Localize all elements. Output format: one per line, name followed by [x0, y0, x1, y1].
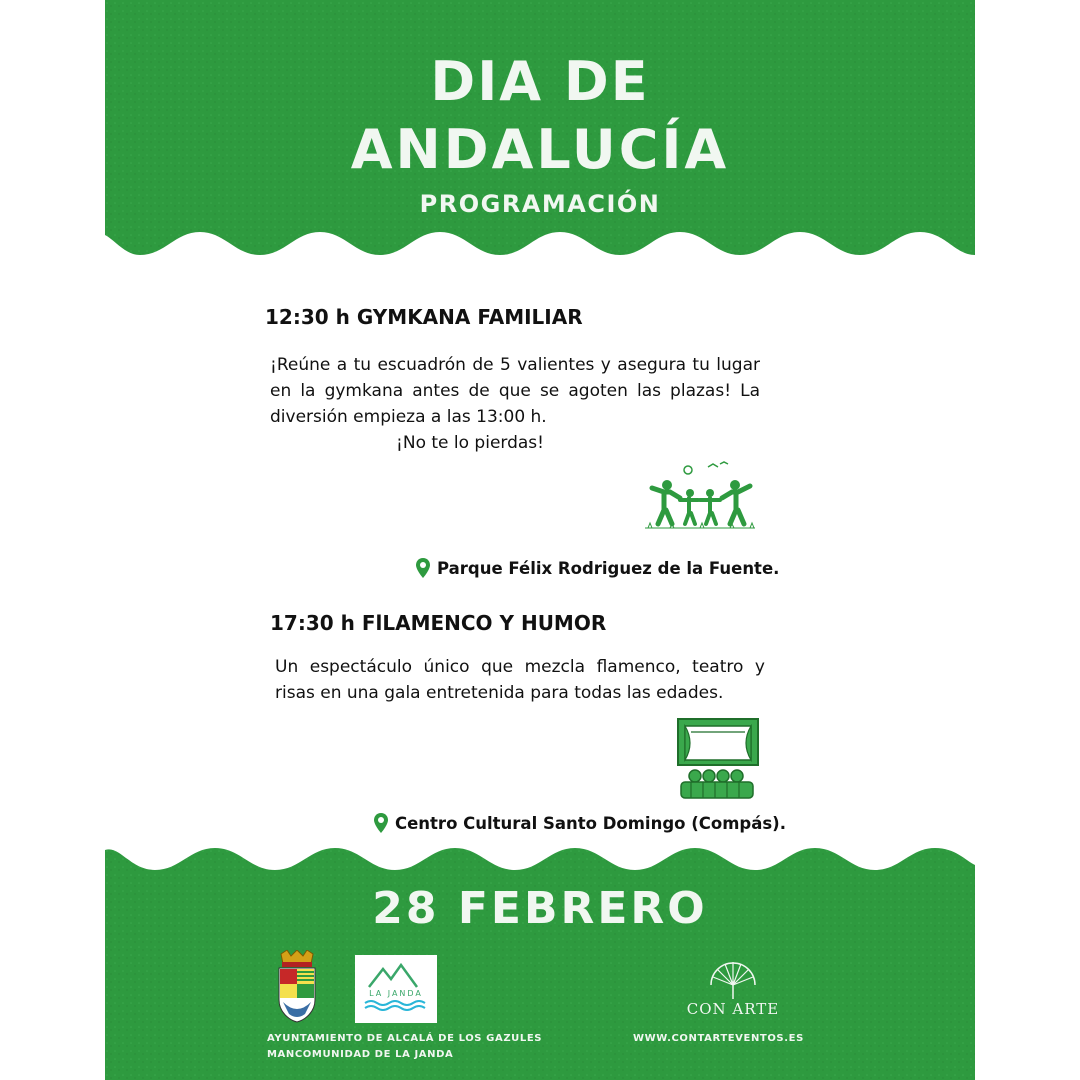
event-date: 28 FEBRERO — [372, 883, 708, 934]
organizers — [267, 1031, 542, 1063]
event-1-title: 12:30 h GYMKANA FAMILIAR — [265, 305, 583, 329]
contarte-logo-text: CON ARTE — [686, 1000, 780, 1018]
poster — [105, 0, 975, 1080]
event-2-title: 17:30 h FlLAMENCO Y HUMOR — [270, 611, 607, 635]
family-running-icon — [640, 458, 760, 533]
event-1-location — [415, 557, 779, 579]
title-line-2: ANDALUCÍA — [350, 118, 730, 181]
header-band — [105, 0, 975, 270]
fan-logo-icon — [703, 955, 763, 1000]
la-janda-logo — [355, 955, 437, 1023]
event-1-description-text: ¡Reúne a tu escuadrón de 5 valientes y asegura tu lugar en la gymkana antes de que se agoten las plazas! La diversión empieza a las 13:00 h. — [270, 355, 760, 427]
event-2-location — [373, 812, 786, 834]
location-pin-icon — [373, 812, 389, 834]
subtitle: PROGRAMACIÓN — [419, 190, 661, 218]
location-pin-icon — [415, 557, 431, 579]
event-1-location-text: Parque Félix Rodriguez de la Fuente. — [437, 558, 780, 578]
title-line-1: DIA DE — [430, 50, 650, 113]
coat-of-arms-logo — [275, 950, 319, 1025]
event-1-tagline: ¡No te lo pierdas! — [396, 433, 544, 453]
event-2-location-text: Centro Cultural Santo Domingo (Compás). — [395, 813, 786, 833]
la-janda-logo-text: LA JANDA — [369, 989, 423, 998]
event-2-description: Un espectáculo único que mezcla flamenco, teatro y risas en una gala entretenida para todas las edades. — [275, 657, 765, 703]
event-1-description — [270, 352, 760, 456]
organizer-line-2: MANCOMUNIDAD DE LA JANDA — [267, 1049, 454, 1060]
organizer-line-1: AYUNTAMIENTO DE ALCALÁ DE LOS GAZULES — [267, 1033, 543, 1044]
theater-stage-icon — [677, 718, 759, 800]
website-link[interactable]: WWW.CONTARTEVENTOS.ES — [633, 1033, 804, 1044]
